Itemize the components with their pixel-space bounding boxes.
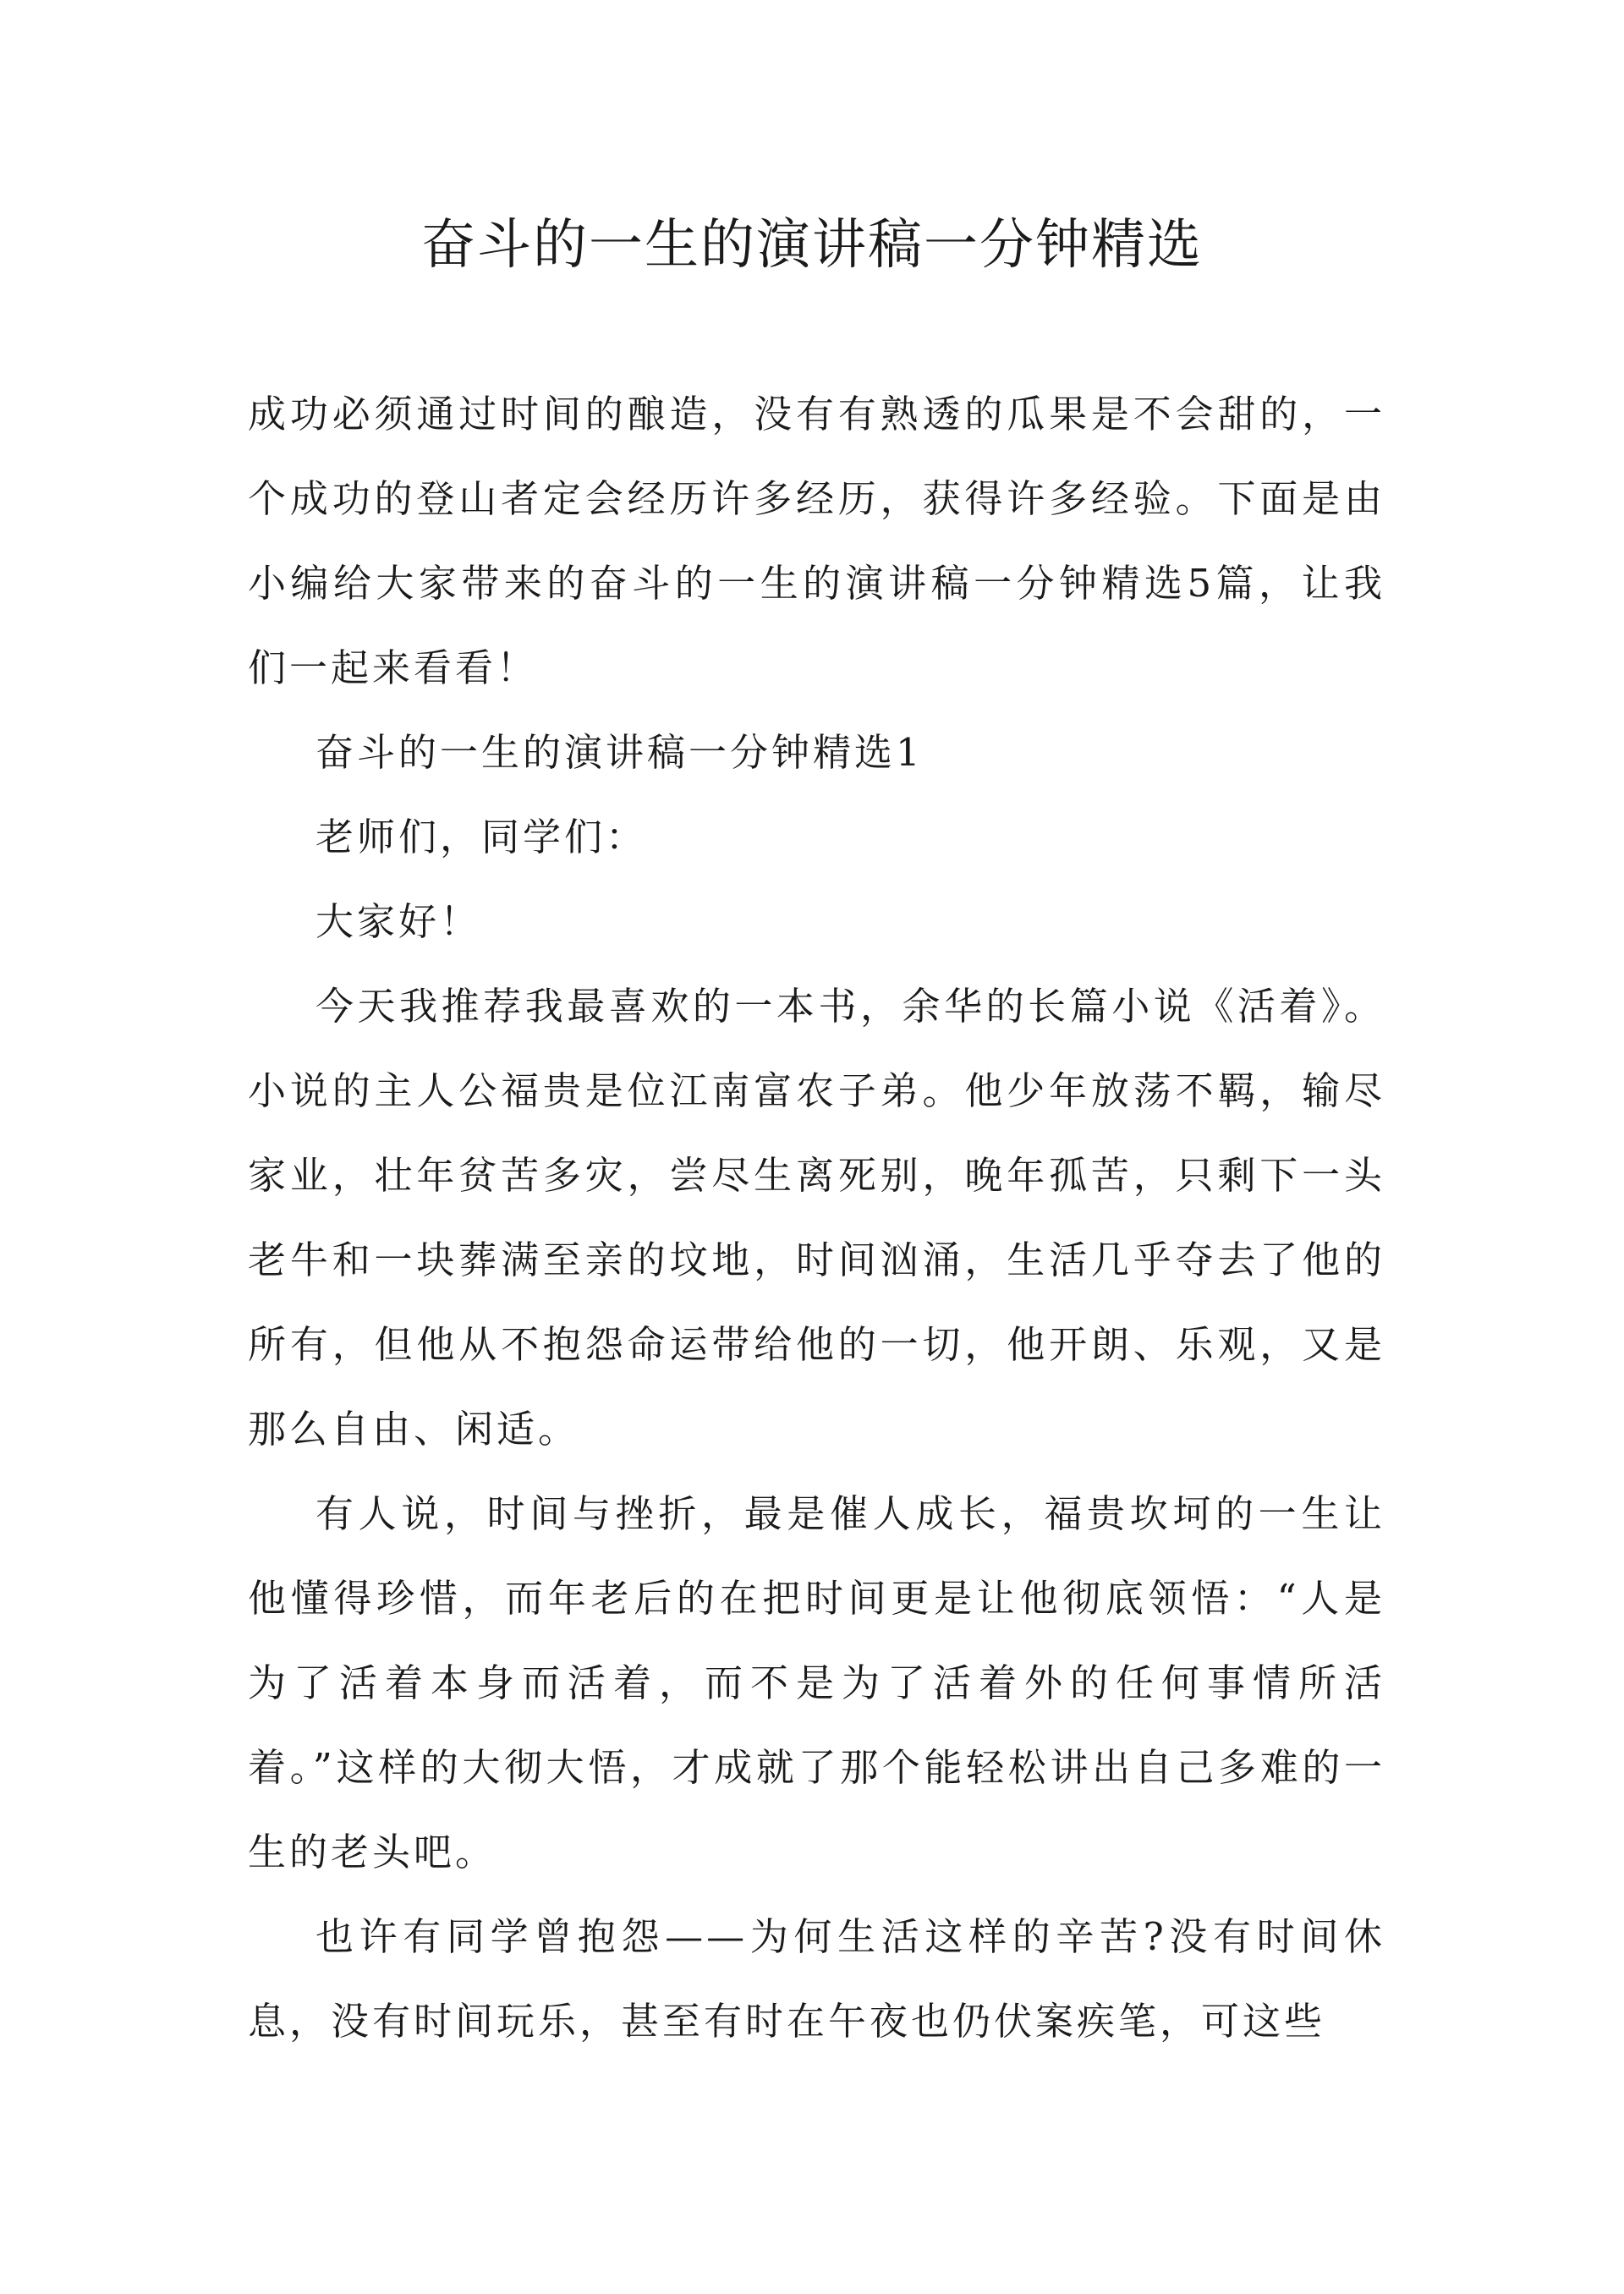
body-paragraph: 也许有同学曾抱怨——为何生活这样的辛苦?没有时间休息，没有时间玩乐，甚至有时在午夜也仍伏案疾笔，可这些 — [248, 1914, 1385, 2044]
intro-paragraph: 成功必须通过时间的酿造，没有有熟透的瓜果是不会甜的，一个成功的登山者定会经历许多经历，获得许多经验。下面是由小编给大家带来的奋斗的一生的演讲稿一分钟精选5篇，让我们一起来看看！ — [248, 392, 1385, 690]
body-paragraph: 有人说，时间与挫折，最是催人成长，福贵坎坷的一生让他懂得珍惜，而年老后的在把时间更是让他彻底领悟：“人是为了活着本身而活着，而不是为了活着外的任何事情所活着。”这样的大彻大悟，才成就了那个能轻松讲出自己多难的一生的老头吧。 — [248, 1491, 1385, 1874]
document-body — [248, 372, 1385, 2064]
salutation: 老师们，同学们： — [315, 815, 648, 859]
section-heading: 奋斗的一生的演讲稿一分钟精选1 — [315, 730, 924, 775]
greeting: 大家好！ — [315, 899, 482, 944]
body-paragraph: 今天我推荐我最喜欢的一本书，余华的长篇小说《活着》。小说的主人公福贵是位江南富农子弟。他少年放荡不羁，输尽家业，壮年贫苦多灾，尝尽生离死别，晚年孤苦，只剩下一头老牛和一块葬满至亲的坟地，时间汹涌，生活几乎夺去了他的所有，但他从不抱怨命运带给他的一切，他开朗、乐观，又是那么自由、闲适。 — [248, 984, 1385, 1452]
document-title: 奋斗的一生的演讲稿一分钟精选 — [421, 214, 1203, 277]
